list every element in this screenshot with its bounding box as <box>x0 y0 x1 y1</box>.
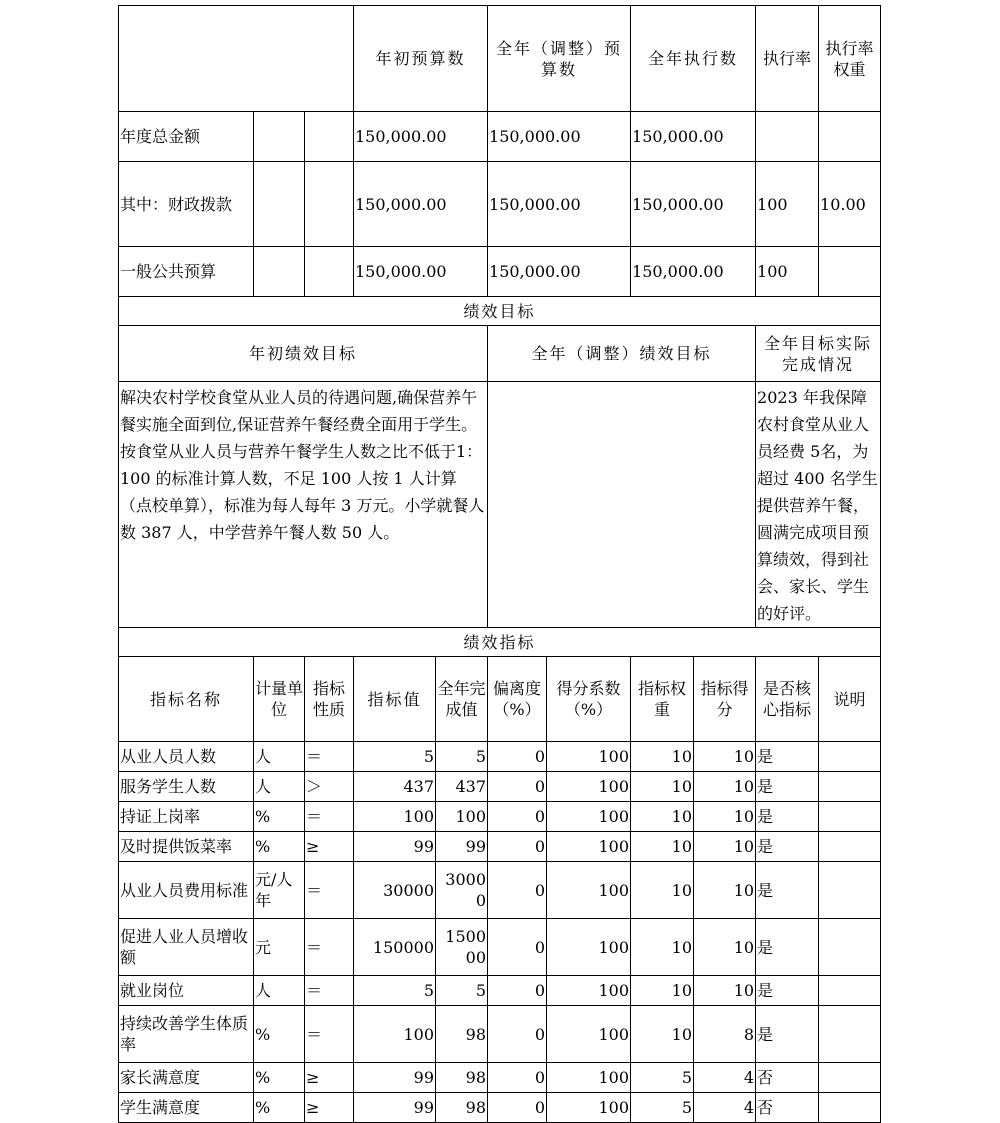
ind-note <box>819 976 881 1006</box>
budget-executed-value: 150,000.00 <box>631 162 756 247</box>
ind-actual: 30000 <box>436 862 488 919</box>
budget-header-row <box>119 6 881 112</box>
ind-unit: 元/人年 <box>254 862 305 919</box>
ind-coef: 100 <box>547 1006 631 1063</box>
ind-weight: 10 <box>631 832 694 862</box>
ind-deviation: 0 <box>488 1006 547 1063</box>
ind-actual: 98 <box>436 1093 488 1123</box>
ind-deviation: 0 <box>488 1093 547 1123</box>
ind-score: 10 <box>694 862 756 919</box>
ind-note <box>819 742 881 772</box>
ind-score: 4 <box>694 1093 756 1123</box>
ind-value: 5 <box>354 742 436 772</box>
ind-actual: 98 <box>436 1006 488 1063</box>
ind-score: 10 <box>694 832 756 862</box>
ind-weight: 5 <box>631 1093 694 1123</box>
ind-coef: 100 <box>547 862 631 919</box>
ind-unit: 人 <box>254 976 305 1006</box>
ind-coef: 100 <box>547 1093 631 1123</box>
header-exec-rate: 执行率 <box>756 6 819 112</box>
ind-name: 家长满意度 <box>119 1063 254 1093</box>
ind-weight: 10 <box>631 802 694 832</box>
ind-note <box>819 1093 881 1123</box>
ind-header-value: 指标值 <box>354 657 436 742</box>
budget-weight: 10.00 <box>819 162 881 247</box>
ind-core: 否 <box>756 1093 819 1123</box>
ind-deviation: 0 <box>488 1063 547 1093</box>
budget-row-fiscal <box>119 162 881 247</box>
budget-label: 一般公共预算 <box>119 247 254 297</box>
goals-header-initial: 年初绩效目标 <box>119 326 488 382</box>
ind-name: 及时提供饭菜率 <box>119 832 254 862</box>
ind-nature: ＝ <box>305 862 354 919</box>
ind-coef: 100 <box>547 742 631 772</box>
table-row <box>119 919 881 976</box>
ind-score: 10 <box>694 919 756 976</box>
header-executed: 全年执行数 <box>631 6 756 112</box>
ind-core: 是 <box>756 976 819 1006</box>
ind-nature: ＞ <box>305 772 354 802</box>
ind-header-note: 说明 <box>819 657 881 742</box>
ind-deviation: 0 <box>488 976 547 1006</box>
ind-header-coef: 得分系数（%） <box>547 657 631 742</box>
ind-header-core: 是否核心指标 <box>756 657 819 742</box>
ind-nature: ＝ <box>305 919 354 976</box>
ind-weight: 10 <box>631 772 694 802</box>
table-row <box>119 976 881 1006</box>
budget-adjusted-value: 150,000.00 <box>488 112 631 162</box>
goals-initial-text: 解决农村学校食堂从业人员的待遇问题,确保营养午餐实施全面到位,保证营养午餐经费全面用于学生。按食堂从业人员与营养午餐学生人数之比不低于1：100 的标准计算人数，不足 100 人按 1 人计算（点校单算），标准为每人每年 3 万元。小学就餐人数 387 人，中学营养午餐人数 50 人。 <box>119 382 488 628</box>
ind-unit: 人 <box>254 742 305 772</box>
budget-label: 年度总金额 <box>119 112 254 162</box>
table-row <box>119 832 881 862</box>
goals-adjusted-text <box>488 382 756 628</box>
ind-core: 是 <box>756 919 819 976</box>
ind-value: 99 <box>354 1093 436 1123</box>
budget-corner-cell <box>119 6 354 112</box>
ind-note <box>819 832 881 862</box>
indicators-section-title: 绩效指标 <box>119 628 881 657</box>
ind-weight: 10 <box>631 862 694 919</box>
ind-actual: 5 <box>436 976 488 1006</box>
ind-actual: 437 <box>436 772 488 802</box>
ind-unit: % <box>254 832 305 862</box>
ind-core: 是 <box>756 802 819 832</box>
ind-core: 是 <box>756 742 819 772</box>
ind-deviation: 0 <box>488 919 547 976</box>
ind-unit: 人 <box>254 772 305 802</box>
ind-coef: 100 <box>547 772 631 802</box>
table-row <box>119 742 881 772</box>
ind-name: 促进人业人员增收额 <box>119 919 254 976</box>
ind-unit: % <box>254 1063 305 1093</box>
table-row <box>119 772 881 802</box>
ind-value: 437 <box>354 772 436 802</box>
ind-unit: % <box>254 1093 305 1123</box>
ind-score: 10 <box>694 976 756 1006</box>
budget-row-total <box>119 112 881 162</box>
ind-weight: 10 <box>631 919 694 976</box>
indicators-body <box>119 742 881 1123</box>
performance-table <box>118 5 881 1123</box>
ind-nature: ＝ <box>305 742 354 772</box>
goals-actual-text: 2023 年我保障农村食堂从业人员经费 5名，为超过 400 名学生提供营养午餐，圆满完成项目预算绩效，得到社会、家长、学生的好评。 <box>756 382 881 628</box>
ind-deviation: 0 <box>488 772 547 802</box>
budget-rate <box>756 112 819 162</box>
ind-weight: 10 <box>631 1006 694 1063</box>
ind-core: 是 <box>756 772 819 802</box>
ind-nature: ＝ <box>305 976 354 1006</box>
ind-value: 100 <box>354 1006 436 1063</box>
ind-actual: 150000 <box>436 919 488 976</box>
ind-actual: 98 <box>436 1063 488 1093</box>
ind-actual: 99 <box>436 832 488 862</box>
ind-coef: 100 <box>547 1063 631 1093</box>
ind-deviation: 0 <box>488 832 547 862</box>
budget-adjusted-value: 150,000.00 <box>488 247 631 297</box>
ind-weight: 10 <box>631 976 694 1006</box>
ind-score: 10 <box>694 772 756 802</box>
table-row <box>119 1063 881 1093</box>
ind-name: 持续改善学生体质率 <box>119 1006 254 1063</box>
ind-value: 30000 <box>354 862 436 919</box>
ind-nature: ＝ <box>305 802 354 832</box>
ind-value: 150000 <box>354 919 436 976</box>
ind-weight: 5 <box>631 1063 694 1093</box>
goals-section-title: 绩效目标 <box>119 297 881 326</box>
ind-coef: 100 <box>547 832 631 862</box>
indicators-header-row <box>119 657 881 742</box>
budget-rate: 100 <box>756 162 819 247</box>
budget-row-general <box>119 247 881 297</box>
table-row <box>119 1093 881 1123</box>
header-initial-budget: 年初预算数 <box>354 6 488 112</box>
ind-weight: 10 <box>631 742 694 772</box>
ind-header-score: 指标得分 <box>694 657 756 742</box>
goals-content-row <box>119 382 881 628</box>
header-adjusted-budget: 全年（调整）预算数 <box>488 6 631 112</box>
ind-nature: ＝ <box>305 1006 354 1063</box>
budget-executed-value: 150,000.00 <box>631 247 756 297</box>
ind-score: 10 <box>694 742 756 772</box>
table-row <box>119 802 881 832</box>
budget-adjusted-value: 150,000.00 <box>488 162 631 247</box>
goals-header-adjusted: 全年（调整）绩效目标 <box>488 326 756 382</box>
ind-actual: 100 <box>436 802 488 832</box>
ind-note <box>819 1063 881 1093</box>
ind-score: 4 <box>694 1063 756 1093</box>
ind-deviation: 0 <box>488 862 547 919</box>
ind-note <box>819 802 881 832</box>
ind-name: 就业岗位 <box>119 976 254 1006</box>
ind-note <box>819 772 881 802</box>
ind-score: 8 <box>694 1006 756 1063</box>
ind-core: 否 <box>756 1063 819 1093</box>
ind-nature: ≥ <box>305 832 354 862</box>
table-row <box>119 862 881 919</box>
ind-name: 服务学生人数 <box>119 772 254 802</box>
budget-rate: 100 <box>756 247 819 297</box>
ind-name: 从业人员人数 <box>119 742 254 772</box>
ind-actual: 5 <box>436 742 488 772</box>
ind-header-name: 指标名称 <box>119 657 254 742</box>
ind-name: 学生满意度 <box>119 1093 254 1123</box>
goals-section-row <box>119 297 881 326</box>
budget-executed-value: 150,000.00 <box>631 112 756 162</box>
ind-score: 10 <box>694 802 756 832</box>
budget-initial-value: 150,000.00 <box>354 247 488 297</box>
ind-deviation: 0 <box>488 802 547 832</box>
ind-value: 99 <box>354 1063 436 1093</box>
budget-label: 其中：财政拨款 <box>119 162 254 247</box>
ind-deviation: 0 <box>488 742 547 772</box>
ind-value: 99 <box>354 832 436 862</box>
ind-core: 是 <box>756 1006 819 1063</box>
header-rate-weight: 执行率权重 <box>819 6 881 112</box>
ind-name: 从业人员费用标准 <box>119 862 254 919</box>
ind-coef: 100 <box>547 802 631 832</box>
ind-core: 是 <box>756 832 819 862</box>
ind-unit: % <box>254 1006 305 1063</box>
ind-core: 是 <box>756 862 819 919</box>
ind-header-unit: 计量单位 <box>254 657 305 742</box>
indicators-section-row <box>119 628 881 657</box>
ind-coef: 100 <box>547 919 631 976</box>
ind-nature: ≥ <box>305 1063 354 1093</box>
goals-header-actual: 全年目标实际完成情况 <box>756 326 881 382</box>
budget-weight <box>819 112 881 162</box>
ind-unit: % <box>254 802 305 832</box>
ind-header-deviation: 偏离度（%） <box>488 657 547 742</box>
table-row <box>119 1006 881 1063</box>
ind-note <box>819 1006 881 1063</box>
ind-header-nature: 指标性质 <box>305 657 354 742</box>
ind-note <box>819 919 881 976</box>
ind-note <box>819 862 881 919</box>
budget-weight <box>819 247 881 297</box>
budget-initial-value: 150,000.00 <box>354 112 488 162</box>
ind-header-weight: 指标权重 <box>631 657 694 742</box>
ind-unit: 元 <box>254 919 305 976</box>
ind-value: 100 <box>354 802 436 832</box>
ind-name: 持证上岗率 <box>119 802 254 832</box>
goals-header-row <box>119 326 881 382</box>
ind-header-actual: 全年完成值 <box>436 657 488 742</box>
ind-value: 5 <box>354 976 436 1006</box>
ind-nature: ≥ <box>305 1093 354 1123</box>
budget-initial-value: 150,000.00 <box>354 162 488 247</box>
ind-coef: 100 <box>547 976 631 1006</box>
